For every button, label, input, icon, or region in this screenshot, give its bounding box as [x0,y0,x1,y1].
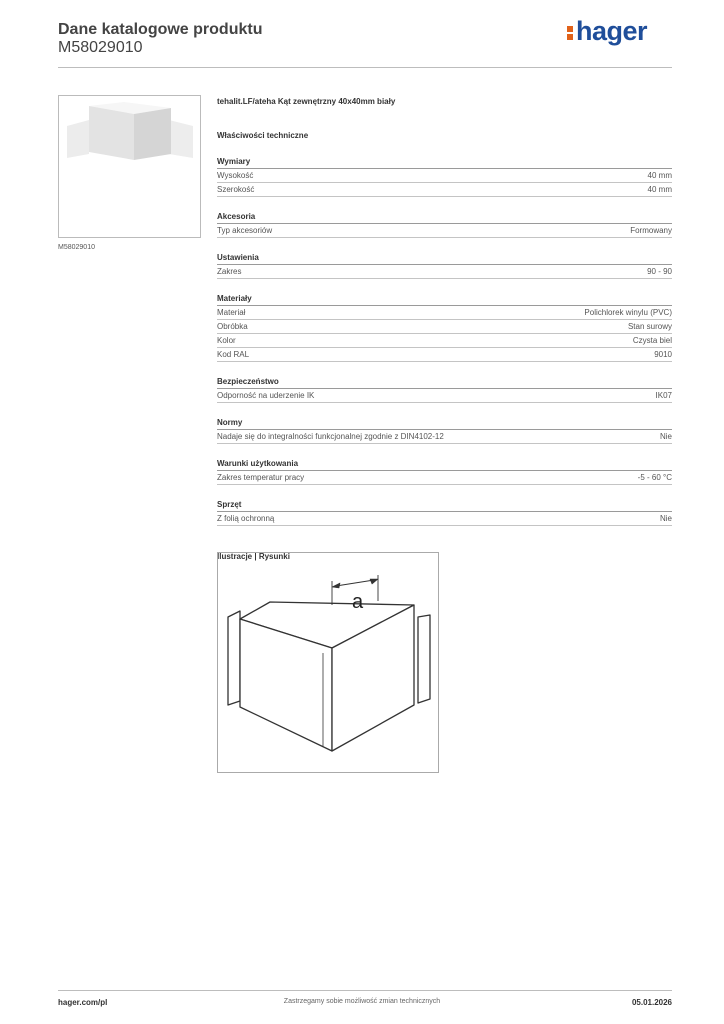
spec-label: Szerokość [217,185,255,194]
spec-row [217,348,672,362]
product-photo-icon [59,96,200,237]
spec-row [217,334,672,348]
spec-value: 9010 [654,350,672,359]
spec-value: IK07 [655,391,672,400]
footer-website-link[interactable]: hager.com/pl [58,998,108,1007]
dimension-label: a [352,591,364,613]
spec-value: Stan surowy [627,322,672,331]
left-flange-shape [228,611,240,705]
spec-value: -5 - 60 °C [637,473,672,482]
spec-group-title: Materiały [217,293,672,306]
spec-group [217,499,672,526]
spec-group [217,417,672,444]
spec-group-title: Bezpieczeństwo [217,376,672,389]
spec-group [217,293,672,362]
product-image-caption: M58029010 [58,244,95,251]
spec-row [217,430,672,444]
spec-group-title: Normy [217,417,672,430]
spec-label: Kolor [217,336,236,345]
logo-dots-icon [567,24,573,41]
spec-label: Materiał [217,308,246,317]
logo-text: hager [576,16,648,46]
spec-group [217,156,672,197]
right-flange-shape [418,615,430,703]
product-code: M58029010 [58,39,143,56]
spec-row [217,265,672,279]
spec-group [217,211,672,238]
footer-date: 05.01.2026 [631,998,672,1007]
spec-label: Kod RAL [217,350,250,359]
spec-groups [217,156,672,526]
spec-label: Zakres temperatur pracy [217,473,305,482]
spec-label: Zakres [217,267,242,276]
spec-row [217,306,672,320]
spec-row [217,224,672,238]
spec-group-title: Wymiary [217,156,672,169]
footer-disclaimer: Zastrzegamy sobie możliwość zmian technicznych [283,998,441,1005]
hager-logo[interactable] [567,16,647,47]
spec-label: Typ akcesoriów [217,226,273,235]
spec-group [217,376,672,403]
spec-row [217,512,672,526]
product-name: tehalit.LF/ateha Kąt zewnętrzny 40x40mm biały [217,97,396,106]
spec-value: Formowany [630,226,672,235]
spec-value: Polichlorek winylu (PVC) [584,308,672,317]
footer-divider [58,990,672,991]
spec-value: Czysta biel [632,336,672,345]
technical-properties-heading: Właściwości techniczne [217,131,309,140]
spec-row [217,389,672,403]
spec-value: Nie [659,432,672,441]
spec-label: Z folią ochronną [217,514,275,523]
spec-group-title: Sprzęt [217,499,672,512]
spec-group-title: Akcesoria [217,211,672,224]
spec-row [217,320,672,334]
spec-row [217,169,672,183]
spec-label: Obróbka [217,322,248,331]
illustrations-heading: Ilustracje | Rysunki [217,552,290,561]
spec-value: 40 mm [647,171,672,180]
spec-label: Nadaje się do integralności funkcjonalnej zgodnie z DIN4102-12 [217,432,444,441]
spec-value: 90 - 90 [647,267,672,276]
technical-drawing [217,552,439,773]
spec-value: Nie [659,514,672,523]
spec-group-title: Warunki użytkowania [217,458,672,471]
spec-label: Wysokość [217,171,254,180]
spec-row [217,471,672,485]
product-image [58,95,201,238]
spec-group [217,252,672,279]
corner-drawing [218,553,438,772]
spec-row [217,183,672,197]
spec-value: 40 mm [647,185,672,194]
header-divider [58,67,672,68]
spec-sheet [217,96,672,563]
spec-group-title: Ustawienia [217,252,672,265]
spec-label: Odporność na uderzenie IK [217,391,315,400]
spec-group [217,458,672,485]
page-title: Dane katalogowe produktu [58,21,263,38]
